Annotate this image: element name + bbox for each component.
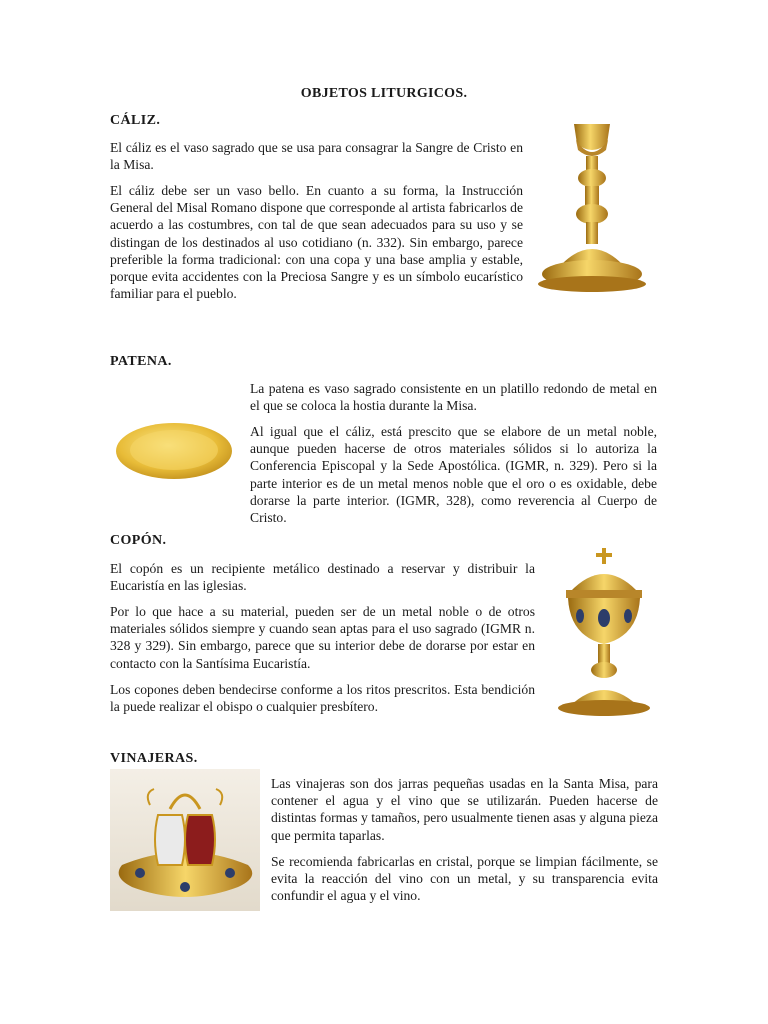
heading-vinajeras: VINAJERAS. [110,751,198,766]
vinajeras-paragraph-1: Las vinajeras son dos jarras pequeñas usadas en la Santa Misa, para contener el agua y el vino que se utilizarán. Pueden hacerse de distintas formas y tamaños, pero usualmente tienen asas y alguna pieza que permita taparlas. [271,776,658,843]
caliz-paragraph-2: El cáliz debe ser un vaso bello. En cuanto a su forma, la Instrucción General del Misal Romano dispone que corresponde al artista fabricarlos de acuerdo a las costumbres, con tal de que sean adecuados para su uso y se distingan de los destinados al uso cotidiano (n. 332). Sin embargo, parece preferible la forma tradicional: con una copa y una base amplia y estable, porque evita accidentes con la Preciosa Sangre y es un símbolo eucarístico familiar para el pueblo. [110,183,523,302]
vinajeras-paragraph-2: Se recomienda fabricarlas en cristal, porque se limpian fácilmente, se evita la reacción del vino con un metal, y su transparencia evita confundir el agua y el vino. [271,854,658,904]
copon-paragraph-1: El copón es un recipiente metálico destinado a reservar y distribuir la Eucaristía en las iglesias. [110,561,535,594]
chalice-image [536,114,648,300]
copon-paragraph-2: Por lo que hace a su material, pueden ser de un metal noble o de otros materiales sólidos siempre y cuando sean aptas para el uso sagrado (IGMR n. 328 y 329). Sin embargo, parece que su interior debe de dorarse por estar en contacto con la Santísima Eucaristía. [110,604,535,671]
cruets-image [110,769,260,911]
patena-paragraph-1: La patena es vaso sagrado consistente en un platillo redondo de metal en el que se coloca la hostia durante la Misa. [250,381,657,414]
patena-paragraph-2: Al igual que el cáliz, está prescito que se elabore de un metal noble, aunque pueden hacerse de otros materiales sólidos si lo autoriza la Conferencia Episcopal y la Sede Apostólica. (IGMR, n. 329). Pero si la parte interior es de un metal menos noble que el oro o es oxidable, debe dorarse la parte interior. (IGMR, 328), como reverencia al Cuerpo de Cristo. [250,424,657,526]
paten-image [114,420,234,482]
heading-caliz: CÁLIZ. [110,113,161,128]
caliz-paragraph-1: El cáliz es el vaso sagrado que se usa para consagrar la Sangre de Cristo en la Misa. [110,140,523,173]
heading-patena: PATENA. [110,354,172,369]
heading-copon: COPÓN. [110,533,167,548]
copon-paragraph-3: Los copones deben bendecirse conforme a los ritos prescritos. Esta bendición la puede realizar el obispo o cualquier presbítero. [110,682,535,715]
page-title: OBJETOS LITURGICOS. [300,86,468,101]
ciborium-image [550,546,658,718]
